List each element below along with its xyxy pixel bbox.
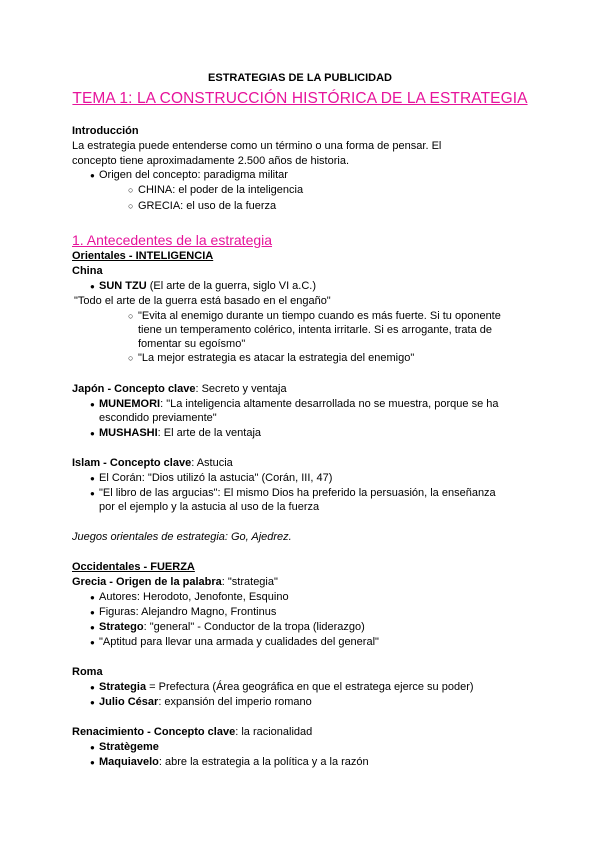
munemori-quote-line-2: escondido previamente" — [99, 412, 217, 424]
intro-sub-china — [128, 183, 303, 197]
maquiavelo-name: Maquiavelo — [99, 756, 159, 768]
renacimiento-bullet-maquiavelo — [90, 755, 369, 770]
grecia-bullet-autores — [90, 590, 289, 605]
china-sub-quote-2-text: "La mejor estrategia es atacar la estrategia del enemigo" — [138, 352, 415, 364]
grecia-bullet-aptitud — [90, 635, 379, 650]
suntzu-name: SUN TZU — [99, 280, 147, 292]
roma-bullet-strategia — [90, 680, 474, 695]
intro-heading: Introducción — [72, 125, 139, 137]
china-sub-quote-2 — [128, 351, 414, 365]
japon-bullet-mushashi — [90, 426, 261, 441]
islam-bullet-coran-text: El Corán: "Dios utilizó la astucia" (Corán, III, 47) — [99, 472, 333, 484]
roma-heading: Roma — [72, 666, 103, 678]
strategia-detail: = Prefectura (Área geográfica en que el estratega ejerce su poder) — [146, 681, 474, 693]
julio-cesar-detail: : expansión del imperio romano — [158, 696, 312, 708]
mushashi-detail: : El arte de la ventaja — [157, 427, 262, 439]
mushashi-name: MUSHASHI — [99, 427, 158, 439]
japon-heading-label: Japón - Concepto clave — [72, 383, 196, 395]
tema-title: TEMA 1: LA CONSTRUCCIÓN HISTÓRICA DE LA ESTRATEGIA — [72, 90, 528, 107]
orientales-heading: Orientales - INTELIGENCIA — [72, 250, 214, 262]
japon-heading-value: : Secreto y ventaja — [195, 383, 287, 395]
maquiavelo-detail: : abre la estrategia a la política y a la razón — [158, 756, 369, 768]
grecia-figuras-text: Figuras: Alejandro Magno, Frontinus — [99, 606, 277, 618]
juegos-orientales: Juegos orientales de estrategia: Go, Ajedrez. — [72, 531, 292, 543]
document-title: ESTRATEGIAS DE LA PUBLICIDAD — [208, 72, 392, 84]
grecia-autores-text: Autores: Herodoto, Jenofonte, Esquino — [99, 591, 289, 603]
intro-bullet-origen — [90, 168, 288, 183]
occidentales-heading: Occidentales - FUERZA — [72, 561, 195, 573]
intro-bullet-text: Origen del concepto: paradigma militar — [99, 169, 288, 181]
renacimiento-heading — [72, 725, 312, 739]
suntzu-detail: (El arte de la guerra, siglo VI a.C.) — [146, 280, 317, 292]
stratego-term: Stratego — [99, 621, 144, 633]
china-heading: China — [72, 265, 103, 277]
islam-heading-label: Islam - Concepto clave — [72, 457, 192, 469]
grecia-heading — [72, 575, 278, 589]
islam-heading — [72, 456, 233, 470]
china-bullet-suntzu — [90, 279, 316, 294]
china-sub-quote-1-line-3: fomentar su egoísmo" — [138, 338, 246, 350]
grecia-heading-value: : "strategia" — [221, 576, 278, 588]
stratego-detail: : "general" - Conductor de la tropa (liderazgo) — [143, 621, 365, 633]
strategeme-term: Stratègeme — [99, 741, 159, 753]
islam-argucias-line-2: por el ejemplo y la astucia al uso de la fuerza — [99, 501, 320, 513]
renacimiento-bullet-strategeme — [90, 740, 159, 755]
grecia-bullet-figuras — [90, 605, 276, 620]
china-sub-quote-1 — [128, 309, 501, 323]
intro-sub-china-text: CHINA: el poder de la inteligencia — [138, 184, 304, 196]
roma-bullet-julio-cesar — [90, 695, 312, 710]
islam-heading-value: : Astucia — [191, 457, 233, 469]
intro-paragraph-line-2: concepto tiene aproximadamente 2.500 años de historia. — [72, 155, 350, 167]
china-quote: "Todo el arte de la guerra está basado en el engaño" — [74, 295, 331, 307]
islam-bullet-coran — [90, 471, 332, 486]
japon-bullet-munemori — [90, 397, 499, 412]
islam-argucias-line-1: "El libro de las argucias": El mismo Dios ha preferido la persuasión, la enseñanza — [99, 487, 496, 499]
munemori-quote: : "La inteligencia altamente desarrollada no se muestra, porque se ha — [160, 398, 499, 410]
grecia-bullet-stratego — [90, 620, 365, 635]
china-sub-quote-1-line-2: tiene un temperamento colérico, intenta irritarle. Si es arrogante, trata de — [138, 324, 493, 336]
japon-heading — [72, 382, 287, 396]
renacimiento-heading-label: Renacimiento - Concepto clave — [72, 726, 236, 738]
munemori-name: MUNEMORI — [99, 398, 161, 410]
strategia-term: Strategia — [99, 681, 147, 693]
intro-sub-grecia-text: GRECIA: el uso de la fuerza — [138, 200, 277, 212]
islam-bullet-argucias — [90, 486, 496, 501]
intro-paragraph-line-1: La estrategia puede entenderse como un término o una forma de pensar. El — [72, 140, 442, 152]
julio-cesar-name: Julio César — [99, 696, 159, 708]
grecia-aptitud-text: "Aptitud para llevar una armada y cualidades del general" — [99, 636, 379, 648]
intro-sub-grecia — [128, 199, 276, 213]
renacimiento-heading-value: : la racionalidad — [235, 726, 313, 738]
china-sub-quote-1-line-1: "Evita al enemigo durante un tiempo cuando es más fuerte. Si tu oponente — [138, 310, 501, 322]
grecia-heading-label: Grecia - Origen de la palabra — [72, 576, 222, 588]
section-title-antecedentes: 1. Antecedentes de la estrategia — [72, 232, 273, 248]
